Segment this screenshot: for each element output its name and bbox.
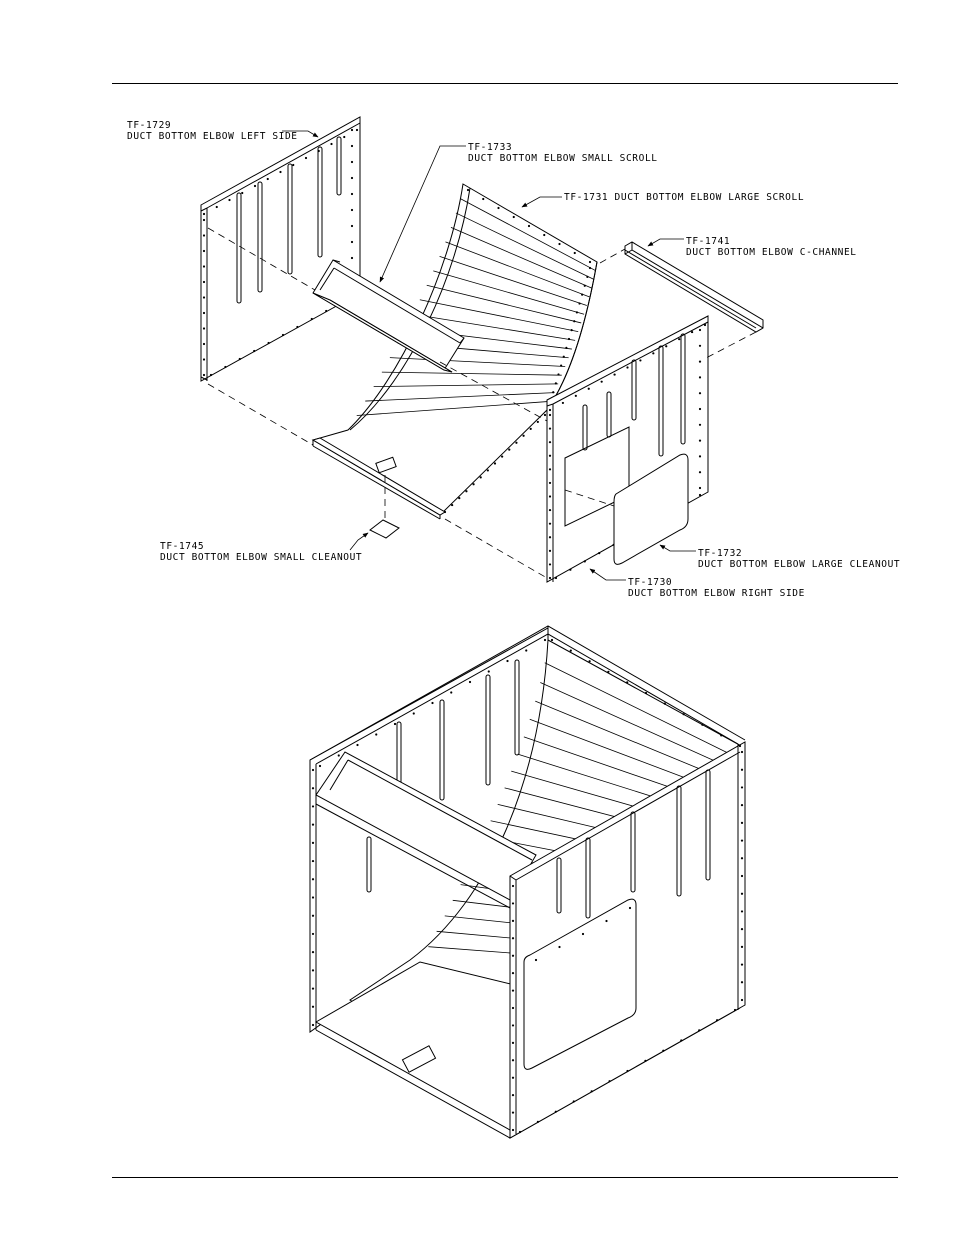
- bolt-hole: [482, 198, 484, 200]
- bolt-hole: [608, 1080, 610, 1082]
- bolt-hole: [312, 805, 314, 807]
- callout-small-cleanout-part: TF-1745: [160, 541, 205, 552]
- bolt-hole: [512, 902, 514, 904]
- bolt-hole: [413, 712, 415, 714]
- bolt-hole: [645, 692, 647, 694]
- bolt-hole: [305, 157, 307, 159]
- bolt-hole: [699, 329, 701, 331]
- bolt-hole: [555, 1111, 557, 1113]
- bolt-hole: [558, 946, 560, 948]
- bolt-hole: [626, 366, 628, 368]
- bolt-hole: [537, 421, 539, 423]
- bolt-hole: [351, 177, 353, 179]
- bolt-hole: [573, 320, 575, 322]
- bolt-hole: [699, 471, 701, 473]
- bolt-hole: [544, 414, 546, 416]
- bolt-hole: [584, 285, 586, 287]
- bolt-hole: [515, 442, 517, 444]
- bolt-hole: [512, 955, 514, 957]
- bolt-hole: [549, 563, 551, 565]
- bolt-hole: [549, 509, 551, 511]
- bolt-hole: [268, 342, 270, 344]
- bolt-hole: [512, 972, 514, 974]
- bolt-hole: [626, 681, 628, 683]
- bolt-hole: [203, 343, 205, 345]
- bolt-hole: [506, 660, 508, 662]
- callout-left-side-part: TF-1729: [127, 120, 172, 131]
- bolt-hole: [626, 1070, 628, 1072]
- bolt-hole: [530, 428, 532, 430]
- bolt-hole: [549, 482, 551, 484]
- bolt-hole: [699, 345, 701, 347]
- bolt-hole: [716, 1019, 718, 1021]
- bolt-hole: [312, 933, 314, 935]
- bolt-hole: [253, 350, 255, 352]
- bolt-hole: [312, 842, 314, 844]
- bolt-hole: [472, 483, 474, 485]
- bolt-hole: [739, 745, 741, 747]
- bolt-hole: [312, 878, 314, 880]
- bolt-hole: [607, 671, 609, 673]
- bolt-hole: [351, 193, 353, 195]
- bolt-hole: [570, 650, 572, 652]
- bolt-hole: [312, 896, 314, 898]
- bolt-hole: [549, 536, 551, 538]
- bolt-hole: [312, 1024, 314, 1026]
- callout-large-scroll: [564, 192, 804, 203]
- bolt-hole: [699, 487, 701, 489]
- bolt-hole: [343, 136, 345, 138]
- bolt-hole: [589, 660, 591, 662]
- bolt-hole: [228, 199, 230, 201]
- bolt-hole: [741, 751, 743, 753]
- bolt-hole: [581, 294, 583, 296]
- bolt-hole: [519, 1131, 521, 1133]
- bolt-hole: [741, 822, 743, 824]
- bolt-hole: [356, 129, 358, 131]
- bolt-hole: [497, 207, 499, 209]
- callout-right-side: [628, 577, 805, 599]
- bolt-hole: [589, 261, 591, 263]
- bolt-hole: [480, 476, 482, 478]
- bolt-hole: [578, 302, 580, 304]
- bolt-hole: [699, 494, 701, 496]
- bolt-hole: [544, 639, 546, 641]
- bolt-hole: [589, 267, 591, 269]
- callout-c-channel-desc: DUCT BOTTOM ELBOW C-CHANNEL: [686, 247, 857, 258]
- bolt-hole: [574, 252, 576, 254]
- bolt-hole: [683, 713, 685, 715]
- bolt-hole: [351, 145, 353, 147]
- callout-c-channel-part: TF-1741: [686, 236, 731, 247]
- bolt-hole: [312, 1006, 314, 1008]
- bolt-hole: [699, 408, 701, 410]
- bolt-hole: [451, 504, 453, 506]
- bolt-hole: [512, 885, 514, 887]
- left-side-panel: [201, 117, 360, 381]
- bolt-hole: [203, 374, 205, 376]
- bolt-hole: [319, 765, 321, 767]
- bolt-hole: [584, 560, 586, 562]
- bolt-hole: [549, 523, 551, 525]
- bolt-hole: [741, 839, 743, 841]
- bolt-hole: [512, 937, 514, 939]
- bolt-hole: [699, 440, 701, 442]
- bolt-hole: [741, 928, 743, 930]
- bolt-hole: [699, 455, 701, 457]
- bolt-hole: [224, 366, 226, 368]
- bolt-hole: [330, 143, 332, 145]
- bolt-hole: [351, 161, 353, 163]
- bolt-hole: [375, 733, 377, 735]
- bolt-hole: [549, 455, 551, 457]
- bolt-hole: [512, 1129, 514, 1131]
- bolt-hole: [394, 723, 396, 725]
- bolt-hole: [312, 824, 314, 826]
- bolt-hole: [210, 374, 212, 376]
- bolt-hole: [720, 734, 722, 736]
- bolt-hole: [356, 744, 358, 746]
- bolt-hole: [665, 345, 667, 347]
- bolt-hole: [562, 402, 564, 404]
- bolt-hole: [292, 164, 294, 166]
- callout-left-side: [127, 120, 298, 142]
- bolt-hole: [741, 999, 743, 1001]
- bolt-hole: [512, 1077, 514, 1079]
- bolt-hole: [568, 338, 570, 340]
- bolt-hole: [591, 1090, 593, 1092]
- bolt-hole: [508, 449, 510, 451]
- bolt-hole: [312, 787, 314, 789]
- bolt-hole: [528, 225, 530, 227]
- bolt-hole: [549, 414, 551, 416]
- bolt-hole: [312, 860, 314, 862]
- bolt-hole: [203, 219, 205, 221]
- callout-small-scroll-desc: DUCT BOTTOM ELBOW SMALL SCROLL: [468, 153, 658, 164]
- bolt-hole: [644, 1060, 646, 1062]
- bolt-hole: [512, 1042, 514, 1044]
- callout-large-cleanout-part: TF-1732: [698, 548, 743, 559]
- bolt-hole: [312, 769, 314, 771]
- callout-c-channel: [686, 236, 857, 258]
- bolt-hole: [565, 347, 567, 349]
- bolt-hole: [576, 311, 578, 313]
- bolt-hole: [465, 490, 467, 492]
- bolt-hole: [203, 312, 205, 314]
- bolt-hole: [741, 786, 743, 788]
- bolt-hole: [555, 577, 557, 579]
- bolt-hole: [312, 951, 314, 953]
- bolt-hole: [552, 391, 554, 393]
- bolt-hole: [312, 915, 314, 917]
- bolt-hole: [741, 981, 743, 983]
- bolt-hole: [203, 213, 205, 215]
- bolt-hole: [312, 987, 314, 989]
- bolt-hole: [267, 178, 269, 180]
- bolt-hole: [691, 331, 693, 333]
- bolt-hole: [605, 920, 607, 922]
- bolt-hole: [444, 511, 446, 513]
- bolt-hole: [312, 969, 314, 971]
- bolt-hole: [512, 989, 514, 991]
- bolt-hole: [741, 769, 743, 771]
- bolt-hole: [522, 435, 524, 437]
- bolt-hole: [203, 296, 205, 298]
- bolt-hole: [487, 469, 489, 471]
- bolt-hole: [582, 933, 584, 935]
- bolt-hole: [555, 382, 557, 384]
- bolt-hole: [279, 171, 281, 173]
- bolt-hole: [239, 358, 241, 360]
- exploded-view: [201, 117, 763, 582]
- bolt-hole: [652, 352, 654, 354]
- bolt-hole: [551, 639, 553, 641]
- callout-right-side-desc: DUCT BOTTOM ELBOW RIGHT SIDE: [628, 588, 805, 599]
- bolt-hole: [549, 577, 551, 579]
- bolt-hole: [629, 907, 631, 909]
- bolt-hole: [543, 234, 545, 236]
- bolt-hole: [569, 569, 571, 571]
- bolt-hole: [698, 1029, 700, 1031]
- bolt-hole: [494, 462, 496, 464]
- bolt-hole: [311, 318, 313, 320]
- bolt-hole: [741, 893, 743, 895]
- bolt-hole: [512, 1007, 514, 1009]
- bolt-hole: [512, 1111, 514, 1113]
- bolt-hole: [741, 963, 743, 965]
- bolt-hole: [557, 373, 559, 375]
- bolt-hole: [741, 875, 743, 877]
- bolt-hole: [549, 409, 551, 411]
- bolt-hole: [699, 392, 701, 394]
- bolt-hole: [588, 388, 590, 390]
- bolt-hole: [512, 1094, 514, 1096]
- callout-large-cleanout-desc: DUCT BOTTOM ELBOW LARGE CLEANOUT: [698, 559, 901, 570]
- bolt-hole: [216, 206, 218, 208]
- bolt-hole: [501, 455, 503, 457]
- callout-right-side-part: TF-1730: [628, 577, 673, 588]
- bolt-hole: [282, 334, 284, 336]
- bolt-hole: [351, 129, 353, 131]
- bolt-hole: [598, 552, 600, 554]
- bolt-hole: [549, 495, 551, 497]
- bolt-hole: [704, 324, 706, 326]
- callout-small-scroll: [468, 142, 658, 164]
- bolt-hole: [488, 670, 490, 672]
- bolt-hole: [241, 192, 243, 194]
- bolt-hole: [573, 1100, 575, 1102]
- bolt-hole: [203, 265, 205, 267]
- bolt-hole: [601, 381, 603, 383]
- bolt-hole: [254, 185, 256, 187]
- bolt-hole: [338, 754, 340, 756]
- bolt-hole: [203, 281, 205, 283]
- bolt-hole: [351, 241, 353, 243]
- assembled-view: [310, 626, 745, 1138]
- bolt-hole: [741, 910, 743, 912]
- bolt-hole: [318, 150, 320, 152]
- callout-left-side-desc: DUCT BOTTOM ELBOW LEFT SIDE: [127, 131, 298, 142]
- bolt-hole: [699, 424, 701, 426]
- bolt-hole: [639, 359, 641, 361]
- bolt-hole: [741, 857, 743, 859]
- bolt-hole: [549, 468, 551, 470]
- bolt-hole: [741, 946, 743, 948]
- bolt-hole: [741, 804, 743, 806]
- bolt-hole: [575, 395, 577, 397]
- bolt-hole: [678, 338, 680, 340]
- small-cleanout-part: [370, 520, 399, 538]
- bolt-hole: [664, 703, 666, 705]
- bolt-hole: [325, 310, 327, 312]
- bolt-hole: [525, 649, 527, 651]
- callout-small-cleanout: [160, 541, 362, 563]
- bolt-hole: [560, 365, 562, 367]
- bolt-hole: [571, 329, 573, 331]
- bolt-hole: [203, 358, 205, 360]
- bolt-hole: [535, 959, 537, 961]
- bolt-hole: [549, 550, 551, 552]
- bolt-hole: [701, 724, 703, 726]
- bolt-hole: [351, 257, 353, 259]
- bolt-hole: [586, 276, 588, 278]
- callout-small-cleanout-desc: DUCT BOTTOM ELBOW SMALL CLEANOUT: [160, 552, 363, 563]
- bolt-hole: [563, 356, 565, 358]
- bolt-hole: [203, 327, 205, 329]
- callout-large-scroll-text: TF-1731 DUCT BOTTOM ELBOW LARGE SCROLL: [564, 192, 805, 203]
- bolt-hole: [734, 1009, 736, 1011]
- bolt-hole: [512, 920, 514, 922]
- bolt-hole: [613, 373, 615, 375]
- bolt-hole: [469, 681, 471, 683]
- bolt-hole: [513, 216, 515, 218]
- bolt-hole: [699, 361, 701, 363]
- bolt-hole: [680, 1039, 682, 1041]
- bolt-hole: [699, 376, 701, 378]
- bolt-hole: [458, 497, 460, 499]
- bolt-hole: [537, 1121, 539, 1123]
- bolt-hole: [351, 209, 353, 211]
- bolt-hole: [203, 234, 205, 236]
- bolt-hole: [351, 225, 353, 227]
- bolt-hole: [296, 326, 298, 328]
- bolt-hole: [662, 1050, 664, 1052]
- bolt-hole: [549, 427, 551, 429]
- bolt-hole: [512, 1024, 514, 1026]
- bolt-hole: [203, 250, 205, 252]
- bolt-hole: [512, 1059, 514, 1061]
- bolt-hole: [467, 189, 469, 191]
- bolt-hole: [558, 243, 560, 245]
- bolt-hole: [450, 691, 452, 693]
- bolt-hole: [549, 441, 551, 443]
- callout-large-cleanout: [698, 548, 900, 570]
- bolt-hole: [431, 702, 433, 704]
- callout-small-scroll-part: TF-1733: [468, 142, 513, 153]
